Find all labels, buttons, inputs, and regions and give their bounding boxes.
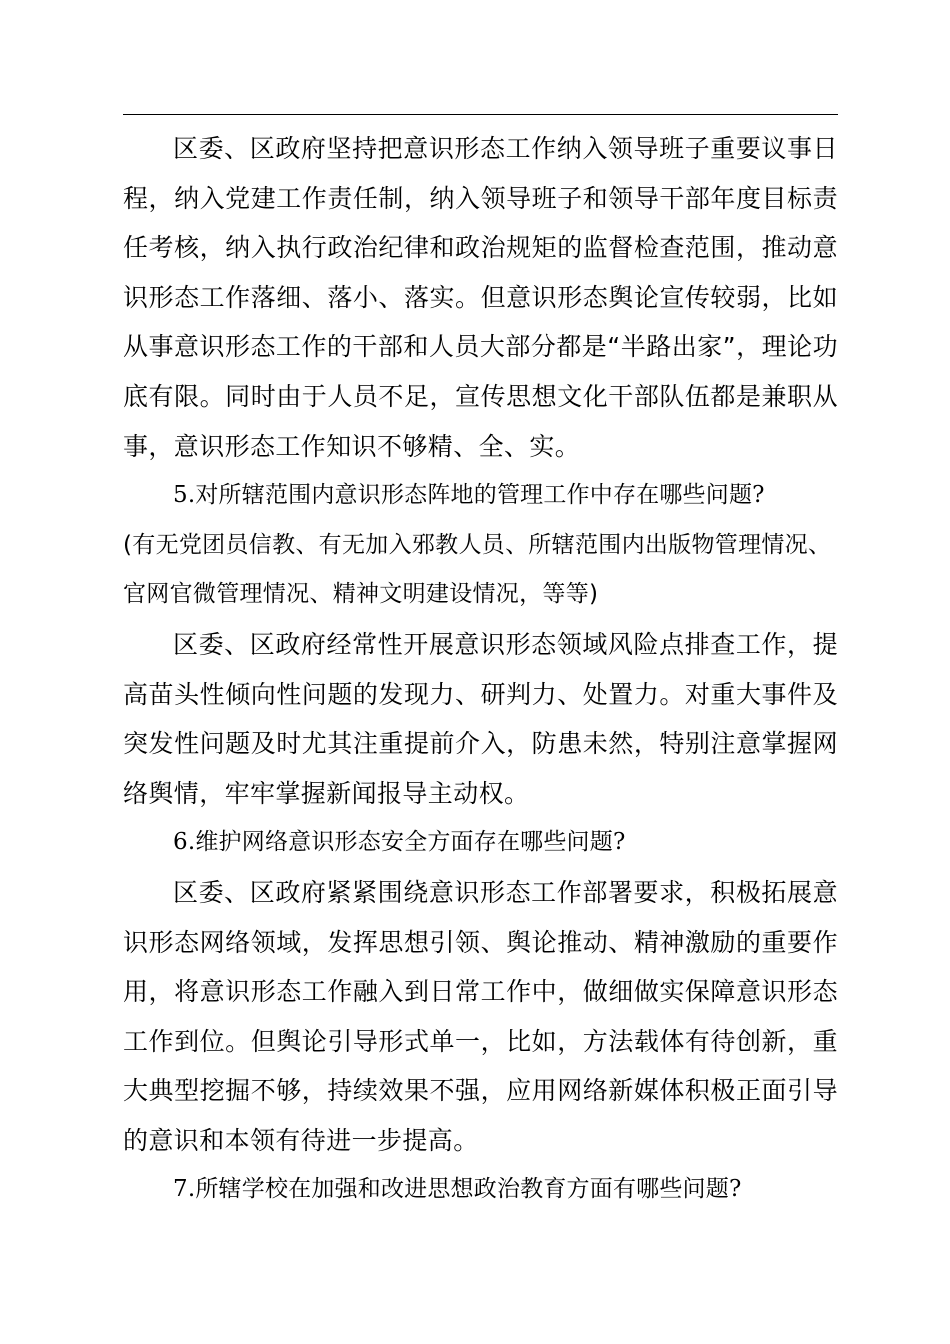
paragraph-risk-investigation: 区委、区政府经常性开展意识形态领域风险点排查工作，提高苗头性倾向性问题的发现力、研判力、处置力。对重大事件及突发性问题及时尤其注重提前介入，防患未然，特别注意掌握网络舆情，牢牢掌握新闻报导主动权。 — [123, 629, 838, 808]
document-body — [123, 124, 838, 1215]
question-note-5: (有无党团员信教、有无加入邪教人员、所辖范围内出版物管理情况、官网官微管理情况、精神文明建设情况，等等) — [123, 531, 832, 608]
header-rule — [123, 114, 838, 115]
paragraph-ideology-responsibility: 区委、区政府坚持把意识形态工作纳入领导班子重要议事日程，纳入党建工作责任制，纳入领导班子和领导干部年度目标责任考核，纳入执行政治纪律和政治规矩的监督检查范围，推动意识形态工作落细、落小、落实。但意识形态舆论宣传较弱，比如从事意识形态工作的干部和人员大部分都是“半路出家”，理论功底有限。同时由于人员不足，宣传思想文化干部队伍都是兼职从事，意识形态工作知识不够精、全、实。 — [123, 134, 838, 461]
question-heading-5: 5.对所辖范围内意识形态阵地的管理工作中存在哪些问题? — [173, 482, 765, 509]
paragraph-network-ideology: 区委、区政府紧紧围绕意识形态工作部署要求，积极拓展意识形态网络领域，发挥思想引领、舆论推动、精神激励的重要作用，将意识形态工作融入到日常工作中，做细做实保障意识形态工作到位。但舆论引导形式单一，比如，方法载体有待创新，重大典型挖掘不够，持续效果不强，应用网络新媒体积极正面引导的意识和本领有待进一步提高。 — [123, 877, 838, 1155]
question-heading-6: 6.维护网络意识形态安全方面存在哪些问题? — [173, 829, 626, 856]
question-heading-7: 7.所辖学校在加强和改进思想政治教育方面有哪些问题? — [173, 1176, 742, 1203]
